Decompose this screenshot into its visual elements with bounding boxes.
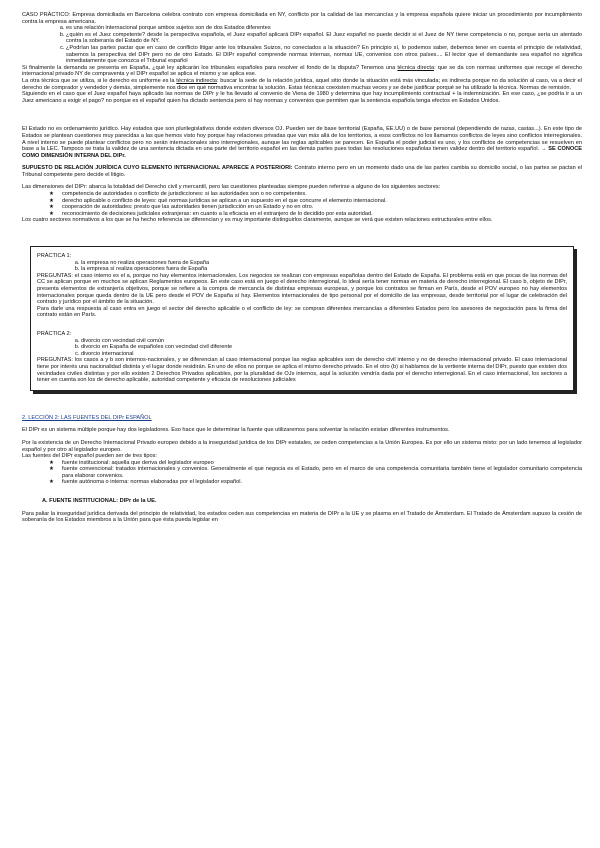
- text-run: Si finalmente la demanda se presenta en España, ¿qué ley aplicarán los tribunales españoles para resolver el fondo de la disputa? Tenemos una: [22, 64, 398, 71]
- list-item: b. divorcio en España de españoles con vecindad civil diferente: [81, 344, 567, 351]
- sectores-list: [22, 191, 582, 217]
- practica2-title: PRÁCTICA 2:: [37, 330, 72, 337]
- text-run: Contrato interno pero en un momento dado una de las partes cambia su domicilio social, o las partes se pactan el Tribunal competente pero decide el litigio.: [22, 165, 582, 178]
- text-run: : que se da con normas uniformes que recoge el derecho internacional privado NY de compraventa y el DIPr español se aplica el mismo y se aplica ese.: [22, 64, 583, 78]
- practica2-preguntas: PREGUNTAS: los casos a y b son internos-nacionales, y se diferencian al caso internacional porque las reglas aplicables son de derecho civil interno y no de derecho internacional privado. El caso internacional tiene por interés una nacionalidad distinta y el lugar donde residirán. En uno de ellos no porque se aplica el mismo derecho privado. En el otro (b) si hablamos de la vertiente interna del DIPr, puesto que existen dos vecindades civiles distintas y por ello existen 2 Derechos Privados aplicables, por la pluralidad de OJs internos, aquí la solución vendría dada por el derecho interregional. En el caso internacional, los sectores a tener en cuenta son los de derecho aplicable, autoridad competente y eficacia de resoluciones judiciales: [37, 357, 567, 384]
- list-item: c. divorcio internacional: [81, 351, 567, 358]
- paragraph-fuentes-intro: Las fuentes del DIPr español pueden ser de tres tipos:: [22, 453, 157, 460]
- tecnica-indirecta-term: técnica indirecta: [176, 77, 217, 84]
- list-item: ★ reconocimiento de decisiones judiciales extranjeras: en cuanto a la eficacia en el extranjero de lo decidido por esta autoridad.: [62, 211, 582, 218]
- text-run: : buscar la sede de la relación jurídica, aquel sitio donde la situación está más vinculada; es indirecta porque no da solución al caso, va a decir el derecho de comprador y vendedor y demás, simplemente nos dice en qué normativa encontrar la solución. Estas técnicas coexisten muchas veces y se debe justificar porqué se ha utilizado la técnica. Normas de remisión.: [22, 77, 582, 91]
- paragraph-siguiendo: Siguiendo en el caso que el Juez español haya aplicado las normas de DIPr y le ha llevado al convenio de Viena de 1980 y determina que hay incumplimiento contractual + la indemnización. En ese caso, ¿se podría ir a un Juez americano a exigir el pago? no porque es el español quien ha dictado sentencia pero sí hay normas y convenios que permiten que la sentencia española tenga efectos en Estados Unidos.: [22, 91, 582, 104]
- paragraph-supuesto: [22, 165, 582, 178]
- practica1-final: Para darle una respuesta al caso entra en juego el sector del derecho aplicable o el conflicto de ley: se compran diferentes mercancías a diferentes Estados pero los asesores de negociación para la firma del contrato están en París.: [37, 305, 567, 319]
- list-item: c. ¿Podrían las partes pactar que en caso de conflicto litigar ante los tribunales Suizos, no conectados a la situación? En principio sí, lo podemos saber, debemos tener en cuenta el principio de relatividad, sabemos la perspectiva del DIPr pero no de otro Estado. El DIPr español comprende normas internas, normas UE, convenios con otros países.... El lector que el demandante sea español no significa inmediatamente que conozca el Tribunal español: [66, 45, 582, 65]
- dimension-interna-note: SE CONOCE COMO DIMENSIÓN INTERNA DEL DIPr.: [22, 146, 582, 159]
- list-item: ★ cooperación de autoridades: presto que las autoridades tienen jurisdicción en un Estado y no en otro.: [62, 204, 582, 211]
- list-item: ★ fuente autónoma o interna: normas elaboradas por el legislador español.: [62, 479, 582, 486]
- paragraph-dimensiones: Las dimensiones del DIPr: abarca la totalidad del Derecho civil y mercantil, pero las cuestiones planteadas siempre pueden referirse a alguno de los siguientes sectores:: [22, 184, 441, 191]
- list-item: ★ fuente institucional: aquella que deriva del legislador europeo: [62, 460, 582, 467]
- section-title: 2. LECCIÓN 2: LAS FUENTES DEL DIPr ESPAÑOL: [22, 414, 152, 421]
- text-run: La otra técnica que se utiliza, si le derecho es uniforme es la: [22, 77, 177, 84]
- list-item: ★ derecho aplicable o conflicto de leyes: qué normas jurídicas se aplican a un supuesto en el que concurre el elemento internacional.: [62, 198, 582, 205]
- list-item: b. la empresa sí realiza operaciones fuera de España: [81, 266, 567, 273]
- tecnica-directa-term: técnica directa: [397, 64, 435, 71]
- paragraph-estado: [22, 126, 582, 159]
- practicas-box: [30, 246, 574, 391]
- paragraph-tecnica: [22, 78, 582, 91]
- paragraph-sectores-fin: Los cuatro sectores normativos a los que se ha hecho referencia se diferencian y es muy importante distinguirlos claramente, aunque se verá que existen relaciones estructurales entre ellos.: [22, 217, 493, 224]
- list-item: ★ competencia de autoridades o conflicto de jurisdicciones: si las autoridades son o no competentes.: [62, 191, 582, 198]
- list-item: b. ¿quién es el Juez competente? desde la perspectiva española, el Juez español aplicará DIPr español. El Juez español no puede decidir si el Juez de NY tiene competencia o no, porque sería un atentado contra la soberanía del Estado de NY.: [66, 32, 582, 45]
- subsection-title: A. FUENTE INSTITUCIONAL: DIPr de la UE.: [42, 498, 157, 505]
- case-questions-list: [22, 25, 582, 65]
- practica1-list: [37, 260, 567, 273]
- supuesto-label: SUPUESTO DE RELACIÓN JURÍDICA CUYO ELEMENTO INTERNACIONAL APARECE A POSTERIORI:: [22, 165, 293, 172]
- paragraph-demanda: [22, 65, 582, 78]
- list-item: a. es una relación internacional porque ambos sujetos son de dos Estados diferentes: [66, 25, 582, 32]
- practica1-title: PRÁCTICA 1:: [37, 253, 72, 260]
- text-run: El Estado no es ordenamiento jurídico. Hay estados que son plurilegislativos donde existen diversos OJ. Pueden ser de base territorial (España, EE.UU) o de base personal (dependiendo de razas, castas...). En este tipo de Estados se plantean cuestiones muy parecidas a las que hemos visto hoy porque hay relaciones privadas que van más allá de los territorios, a esos conflictos no los llamamos conflictos de leyes sino conflictos interregionales. A nivel interno se puede plantear conflictos pero no serán internacionales sino interregionales, aunque las reglas aplicables se parecen. En España el poder judicial es uno, y los conflictos de competencias se resuelven en base a la LEC. Tampoco se trata la validez de una sentencia dictada en una parte del territorio español en las demás partes pues todas las resoluciones españolas tienen validez dentro del territorio español. →: [22, 126, 582, 153]
- fuentes-list: [22, 460, 582, 486]
- list-item: ★ fuente convencional: tratados internacionales y convenios. Generalmente el que negocia es el Estado, pero en el marco de una competencia comunitaria también tiene el legislador comunitario competencia para elaborar convenios.: [62, 466, 582, 479]
- paragraph-existencia: Por la existencia de un Derecho Internacional Privado europeo debido a la inseguridad jurídica de los DIPr estatales, se ceden competencias a la Unión Europea. Es por ello un sistema mixto: por un lado tenemos al legislador español y por otro al legislador europeo.: [22, 439, 582, 453]
- paragraph-paliar: Para paliar la inseguridad jurídica derivada del principio de relatividad, los estados ceden sus competencias en materia de DIPr a la UE y se plasma en el Tratado de Ámsterdam. El Tratado de Ámsterdam supuso la cesión de soberanía de los Estados miembros a la Unión para que ésta pueda legislar en: [22, 510, 582, 524]
- case-text: Empresa domiciliada en Barcelona celebra contrato con empresa domiciliada en NY, conflicto por la calidad de las mercancías y la empresa española quiere iniciar un procedimiento por incumplimiento contra la empresa americana.: [22, 12, 582, 25]
- case-paragraph: [22, 12, 582, 25]
- list-item: a. la empresa no realiza operaciones fuera de España: [81, 260, 567, 267]
- practica1-preguntas: PREGUNTAS: el caso interno es el a, porque no hay elementos internacionales. Los negocios se realizan con empresas españolas dentro del Estado de España. El problema está en que pocas de las normas del CC se aplican porque en muchos se aplican Reglamentos europeos. En este caso está en juego el derecho interregional, lo ideal sería tener normas en materia de derecho interregional. El caso b, objeto de DIPr, presenta elementos de extranjería objetivos, porque se refiere a la compra de mercancía de distintas empresas europeas, y porque los contratos se firman en París, desde el POV europeo no hay elementos internacionales porque queda dentro de la UE pero desde el POV de España sí hay. Elementos internacionales de tipo personal por el domicilio de las empresas, desde territorial por el lugar de celebración del contrato y jurídico por el ámbito de la situación.: [37, 272, 567, 306]
- list-item: a. divorcio con vecindad civil común: [81, 338, 567, 345]
- case-label: CASO PRÁCTICO:: [22, 12, 71, 18]
- paragraph-sistema: El DIPr es un sistema múltiple porque hay dos legisladores. Eso hace que le determinar la fuente que utilizaremos para solventar la relación existan diferentes instrumentos.: [22, 427, 450, 434]
- practica2-list: [37, 338, 567, 358]
